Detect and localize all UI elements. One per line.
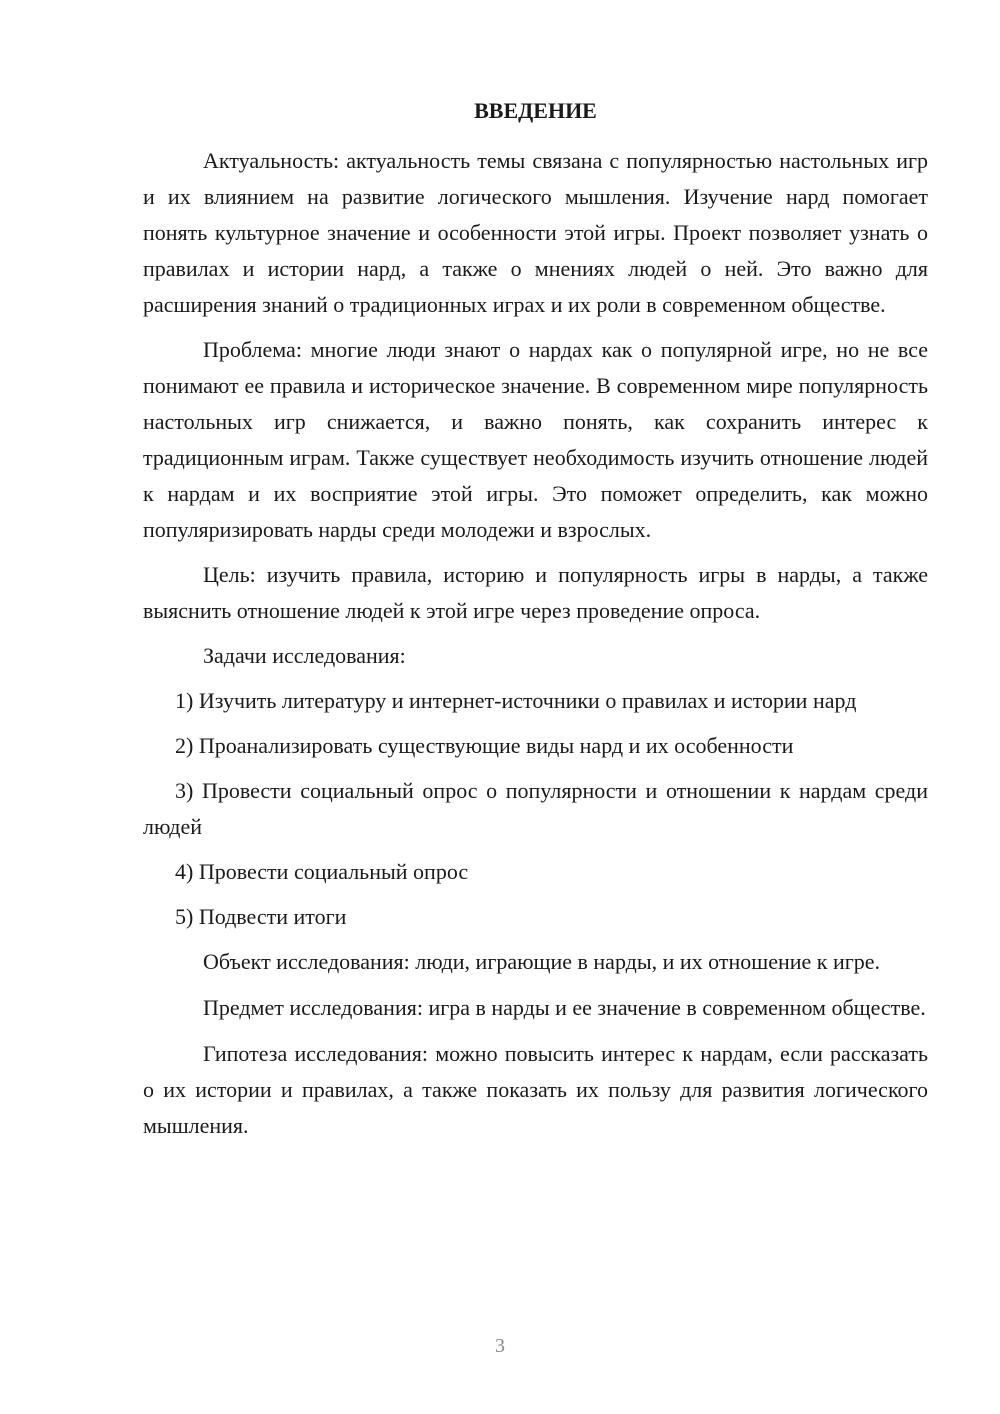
hypothesis-paragraph: Гипотеза исследования: можно повысить интерес к нардам, если рассказать о их истории и правилах, а также показать их пользу для развития логического мышления. bbox=[143, 1041, 928, 1138]
document-page bbox=[143, 94, 928, 1144]
task-item-2: 2) Проанализировать существующие виды нард и их особенности bbox=[175, 733, 794, 758]
task-item-4: 4) Провести социальный опрос bbox=[175, 859, 469, 884]
relevance-paragraph: Актуальность: актуальность темы связана с популярностью настольных игр и их влиянием на развитие логического мышления. Изучение нард помогает понять культурное значение и особенности этой игры. Проект позволяет узнать о правилах и истории нард, а также о мнениях людей о ней. Это важно для расширения знаний о традиционных играх и их роли в современном обществе. bbox=[143, 148, 928, 317]
subject-paragraph: Предмет исследования: игра в нарды и ее значение в современном обществе. bbox=[203, 995, 926, 1020]
task-item-5: 5) Подвести итоги bbox=[175, 904, 347, 929]
goal-paragraph: Цель: изучить правила, историю и популярность игры в нарды, а также выяснить отношение людей к этой игре через проведение опроса. bbox=[143, 562, 928, 623]
task-item-3: 3) Провести социальный опрос о популярности и отношении к нардам среди людей bbox=[143, 778, 928, 839]
task-item-1: 1) Изучить литературу и интернет-источники о правилах и истории нард bbox=[175, 688, 857, 713]
tasks-heading: Задачи исследования: bbox=[203, 643, 406, 668]
object-paragraph: Объект исследования: люди, играющие в нарды, и их отношение к игре. bbox=[203, 949, 881, 974]
problem-paragraph: Проблема: многие люди знают о нардах как о популярной игре, но не все понимают ее правила и историческое значение. В современном мире популярность настольных игр снижается, и важно понять, как сохранить интерес к традиционным играм. Также существует необходимость изучить отношение людей к нардам и их восприятие этой игры. Это поможет определить, как можно популяризировать нарды среди молодежи и взрослых. bbox=[143, 337, 928, 542]
page-title: ВВЕДЕНИЕ bbox=[474, 98, 597, 123]
page-number: 3 bbox=[495, 1335, 505, 1357]
